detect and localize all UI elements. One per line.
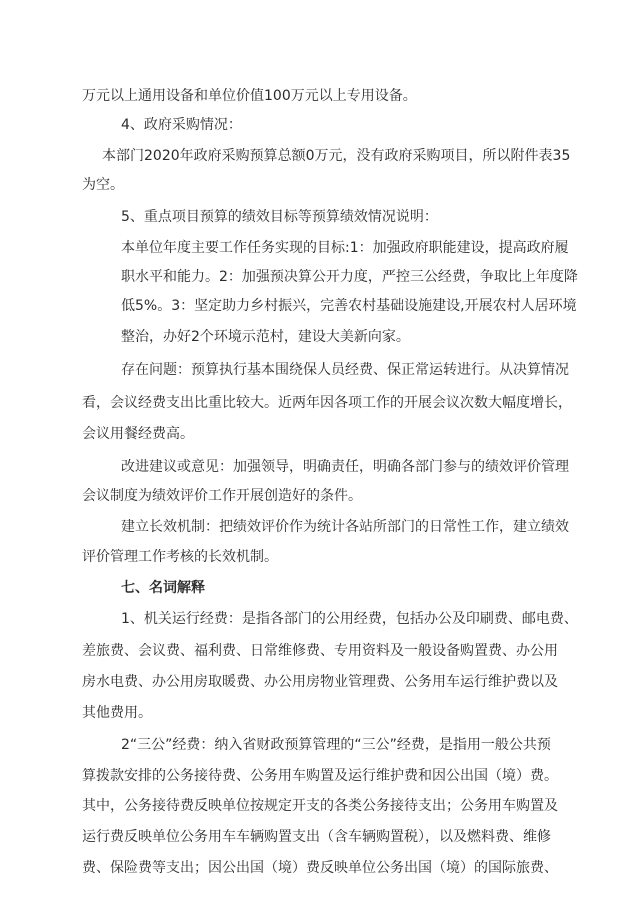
- text-line: 职水平和能力。2：加强预决算公开力度，严控三公经费，争取比上年度降: [121, 269, 578, 285]
- text-line: 差旅费、会议费、福利费、日常维修费、专用资料及一般设备购置费、办公用: [82, 643, 558, 659]
- text-line: 万元以上通用设备和单位价值100万元以上专用设备。: [82, 88, 417, 104]
- text-line: 5、重点项目预算的绩效目标等预算绩效情况说明：: [121, 209, 438, 225]
- text-line: 1、机关运行经费：是指各部门的公用经费，包括办公及印刷费、邮电费、: [121, 611, 578, 627]
- text-line: 建立长效机制：把绩效评价作为统计各站所部门的日常性工作，建立绩效: [121, 519, 569, 535]
- text-line: 会议用餐经费高。: [82, 426, 194, 442]
- text-line: 低5%。3：坚定助力乡村振兴，完善农村基础设施建设,开展农村人居环境: [121, 298, 577, 314]
- text-line: 本单位年度主要工作任务实现的目标:1：加强政府职能建设，提高政府履: [121, 240, 569, 256]
- text-line: 为空。: [82, 177, 124, 193]
- text-line: 评价管理工作考核的长效机制。: [82, 549, 278, 565]
- text-line: 房水电费、办公用房取暖费、办公用房物业管理费、公务用车运行维护费以及: [82, 674, 558, 690]
- text-line: 看，会议经费支出比重比较大。近两年因各项工作的开展会议次数大幅度增长，: [82, 395, 572, 411]
- text-line: 存在问题：预算执行基本围绕保人员经费、保正常运转进行。从决算情况: [121, 362, 569, 378]
- text-line: 其中，公务接待费反映单位按规定开支的各类公务接待支出；公务用车购置及: [82, 798, 558, 814]
- text-line: 运行费反映单位公务用车车辆购置支出（含车辆购置税），以及燃料费、维修: [82, 829, 551, 845]
- text-line: 会议制度为绩效评价工作开展创造好的条件。: [82, 488, 362, 504]
- text-line: 费、保险费等支出；因公出国（境）费反映单位公务出国（境）的国际旅费、: [82, 860, 558, 876]
- text-line: 2“三公”经费：纳入省财政预算管理的“三公”经费，是指用一般公共预: [121, 737, 551, 753]
- text-line: 改进建议或意见：加强领导，明确责任，明确各部门参与的绩效评价管理: [121, 459, 569, 475]
- text-line: 本部门2020年政府采购预算总额0万元，没有政府采购项目，所以附件表35: [102, 148, 571, 164]
- section-heading: 七、名词解释: [121, 580, 205, 596]
- text-line: 整治，办好2个环境示范村，建设大美新向家。: [121, 329, 410, 345]
- text-line: 算拨款安排的公务接待费、公务用车购置及运行维护费和因公出国（境）费。: [82, 768, 558, 784]
- text-line: 4、政府采购情况：: [121, 117, 242, 133]
- text-line: 其他费用。: [82, 705, 152, 721]
